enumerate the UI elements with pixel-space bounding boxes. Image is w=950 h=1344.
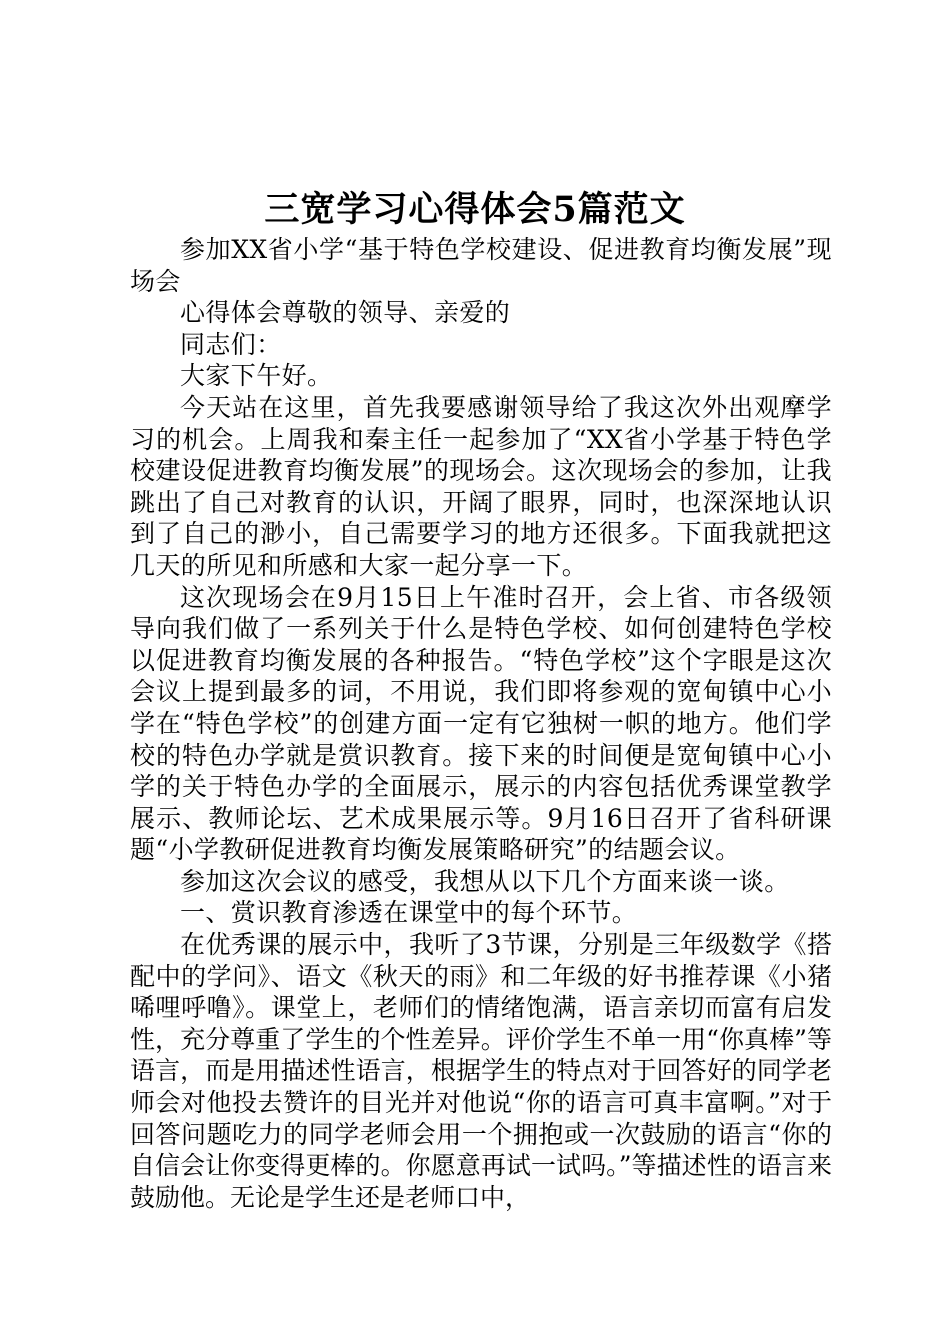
- paragraph-1: 参加XX省小学“基于特色学校建设、促进教育均衡发展”现场会: [130, 235, 832, 296]
- document-body: [130, 234, 832, 1213]
- paragraph-5: 今天站在这里，首先我要感谢领导给了我这次外出观摩学习的机会。上周我和秦主任一起参加了“XX省小学基于特色学校建设促进教育均衡发展”的现场会。这次现场会的参加，让我跳出了自己对教育的认识，开阔了眼界，同时，也深深地认识到了自己的渺小，自己需要学习的地方还很多。下面我就把这几天的所见和所感和大家一起分享一下。: [130, 392, 832, 580]
- paragraph-6: 这次现场会在9月15日上午准时召开，会上省、市各级领导向我们做了一系列关于什么是特色学校、如何创建特色学校以促进教育均衡发展的各种报告。“特色学校”这个字眼是这次会议上提到最多的词，不用说，我们即将参观的宽甸镇中心小学在“特色学校”的创建方面一定有它独树一帜的地方。他们学校的特色办学就是赏识教育。接下来的时间便是宽甸镇中心小学的关于特色办学的全面展示，展示的内容包括优秀课堂教学展示、教师论坛、艺术成果展示等。9月16日召开了省科研课题“小学教研促进教育均衡发展策略研究”的结题会议。: [130, 582, 832, 865]
- paragraph-7: 参加这次会议的感受，我想从以下几个方面来谈一谈。: [180, 866, 790, 896]
- paragraph-2: 心得体会尊敬的领导、亲爱的: [180, 298, 511, 328]
- paragraph-9: 在优秀课的展示中，我听了3节课，分别是三年级数学《搭配中的学问》、语文《秋天的雨》和二年级的好书推荐课《小猪唏哩呼噜》。课堂上，老师们的情绪饱满，语言亲切而富有启发性，充分尊重了学生的个性差异。评价学生不单一用“你真棒”等语言，而是用描述性语言，根据学生的特点对于回答好的同学老师会对他投去赞许的目光并对他说“你的语言可真丰富啊。”对于回答问题吃力的同学老师会用一个拥抱或一次鼓励的语言“你的自信会让你变得更棒的。你愿意再试一试吗。”等描述性的语言来鼓励他。无论是学生还是老师口中，: [130, 930, 832, 1212]
- paragraph-4: 大家下午好。: [180, 361, 333, 391]
- paragraph-8: 一、赏识教育渗透在课堂中的每个环节。: [180, 898, 638, 928]
- paragraph-3: 同志们：: [180, 329, 282, 359]
- document-title: 三宽学习心得体会5篇范文: [264, 189, 686, 230]
